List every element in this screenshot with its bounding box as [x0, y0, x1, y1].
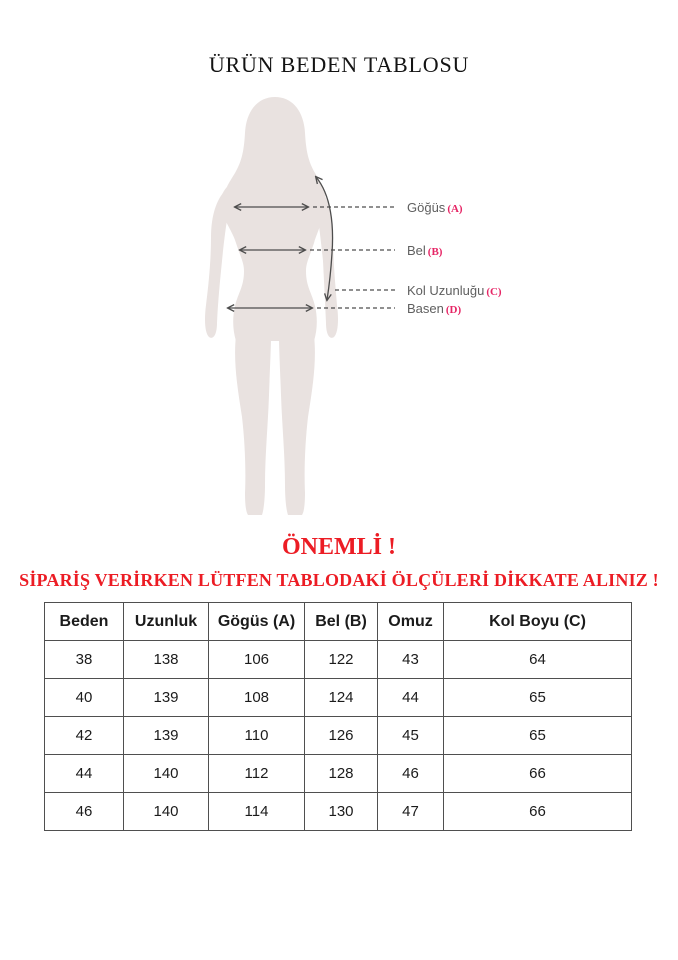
column-header: Uzunluk	[124, 603, 209, 641]
table-cell: 140	[124, 755, 209, 793]
label-arm-length-text: Kol Uzunluğu	[407, 283, 485, 298]
table-cell: 122	[305, 641, 378, 679]
label-chest-marker: (A)	[447, 203, 463, 215]
silhouette-left-leg	[235, 335, 271, 515]
column-header: Gögüs (A)	[209, 603, 305, 641]
measurement-diagram	[185, 95, 525, 520]
label-hip-marker: (D)	[445, 304, 462, 316]
table-cell: 139	[124, 679, 209, 717]
label-hip-text: Basen	[407, 301, 444, 316]
silhouette-left-arm	[205, 193, 231, 338]
size-table	[44, 602, 632, 831]
column-header: Bel (B)	[305, 603, 378, 641]
label-hip	[407, 301, 461, 317]
table-cell: 44	[378, 679, 444, 717]
table-cell: 124	[305, 679, 378, 717]
label-chest	[407, 200, 463, 216]
page-title: ÜRÜN BEDEN TABLOSU	[208, 52, 470, 77]
table-row	[45, 641, 632, 679]
size-table-body	[45, 641, 632, 831]
table-cell: 126	[305, 717, 378, 755]
silhouette-right-arm	[315, 193, 338, 338]
table-row	[45, 679, 632, 717]
table-cell: 45	[378, 717, 444, 755]
table-row	[45, 793, 632, 831]
silhouette-right-leg	[279, 335, 315, 515]
table-cell: 64	[444, 641, 632, 679]
table-cell: 65	[444, 679, 632, 717]
table-cell: 46	[45, 793, 124, 831]
label-waist	[407, 243, 442, 259]
table-cell: 139	[124, 717, 209, 755]
table-cell: 140	[124, 793, 209, 831]
table-row	[45, 755, 632, 793]
column-header: Kol Boyu (C)	[444, 603, 632, 641]
body-measurement-figure	[185, 95, 400, 520]
silhouette-torso	[221, 175, 325, 341]
table-cell: 114	[209, 793, 305, 831]
body-silhouette	[205, 97, 338, 515]
table-cell: 44	[45, 755, 124, 793]
label-waist-marker: (B)	[427, 246, 443, 258]
table-row	[45, 717, 632, 755]
table-cell: 47	[378, 793, 444, 831]
table-cell: 46	[378, 755, 444, 793]
size-table-head	[45, 603, 632, 641]
label-chest-text: Göğüs	[407, 200, 446, 215]
table-cell: 38	[45, 641, 124, 679]
table-cell: 128	[305, 755, 378, 793]
table-cell: 108	[209, 679, 305, 717]
table-cell: 66	[444, 793, 632, 831]
table-cell: 40	[45, 679, 124, 717]
table-cell: 42	[45, 717, 124, 755]
table-cell: 130	[305, 793, 378, 831]
column-header: Omuz	[378, 603, 444, 641]
label-arm-length-marker: (C)	[486, 286, 502, 298]
table-cell: 110	[209, 717, 305, 755]
table-cell: 112	[209, 755, 305, 793]
notice-heading: ÖNEMLİ !	[282, 534, 396, 560]
notice-subheading: SİPARİŞ VERİRKEN LÜTFEN TABLODAKİ ÖLÇÜLERİ DİKKATE ALINIZ !	[19, 570, 659, 590]
label-arm-length	[407, 283, 502, 299]
column-header: Beden	[45, 603, 124, 641]
size-table-head-row	[45, 603, 632, 641]
table-cell: 66	[444, 755, 632, 793]
table-cell: 106	[209, 641, 305, 679]
table-cell: 138	[124, 641, 209, 679]
table-cell: 43	[378, 641, 444, 679]
label-waist-text: Bel	[407, 243, 426, 258]
table-cell: 65	[444, 717, 632, 755]
